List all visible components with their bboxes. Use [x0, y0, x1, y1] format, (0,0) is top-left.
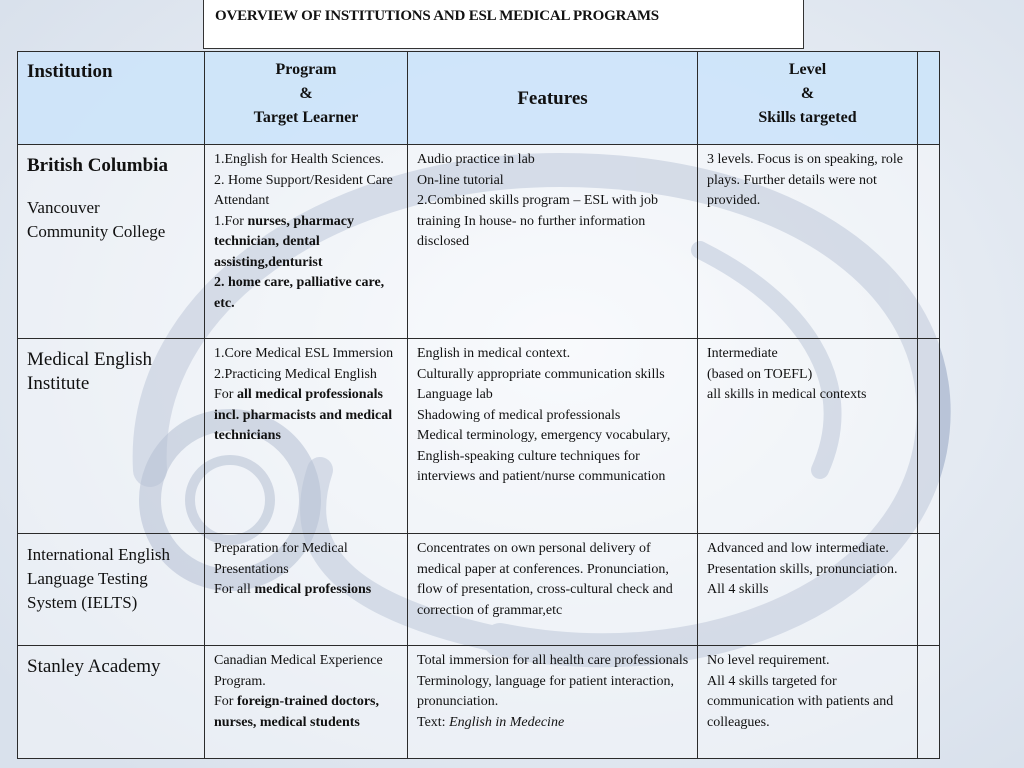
level-cell: 3 levels. Focus is on speaking, role plays. Further details were not provided. [698, 145, 918, 339]
institutions-table [17, 51, 940, 759]
institution-cell: Medical English Institute [18, 339, 205, 534]
empty-cell [918, 145, 940, 339]
table-row [18, 145, 940, 339]
table-row [18, 534, 940, 646]
program-cell: Preparation for Medical Presentations For all medical professions [205, 534, 408, 646]
features-cell: Total immersion for all health care professionals Terminology, language for patient interaction, pronunciation. Text: English in Medecine [408, 646, 698, 759]
page-title: OVERVIEW OF INSTITUTIONS AND ESL MEDICAL PROGRAMS [215, 8, 659, 24]
header-level: Level & Skills targeted [698, 52, 918, 145]
features-cell: Concentrates on own personal delivery of medical paper at conferences. Pronunciation, flow of presentation, cross-cultural check and correction of grammar,etc [408, 534, 698, 646]
features-cell: English in medical context. Culturally appropriate communication skills Language lab Shadowing of medical professionals Medical terminology, emergency vocabulary, English-speaking culture techniques for interviews and patient/nurse communication [408, 339, 698, 534]
title-box [203, 0, 804, 49]
table-row [18, 646, 940, 759]
institution-cell: Stanley Academy [18, 646, 205, 759]
empty-cell [918, 534, 940, 646]
header-features: Features [408, 52, 698, 145]
empty-cell [918, 646, 940, 759]
level-cell: Advanced and low intermediate. Presentation skills, pronunciation. All 4 skills [698, 534, 918, 646]
table-row [18, 339, 940, 534]
header-program: Program & Target Learner [205, 52, 408, 145]
institution-cell: British Columbia Vancouver Community College [18, 145, 205, 339]
institution-cell: International English Language Testing System (IELTS) [18, 534, 205, 646]
features-cell: Audio practice in lab On-line tutorial 2.Combined skills program – ESL with job training In house- no further information disclosed [408, 145, 698, 339]
program-cell: 1.Core Medical ESL Immersion 2.Practicing Medical English For all medical professionals incl. pharmacists and medical technicians [205, 339, 408, 534]
level-cell: No level requirement. All 4 skills targeted for communication with patients and colleagues. [698, 646, 918, 759]
program-cell: 1.English for Health Sciences. 2. Home Support/Resident Care Attendant 1.For nurses, pharmacy technician, dental assisting,denturist 2. home care, palliative care, etc. [205, 145, 408, 339]
program-cell: Canadian Medical Experience Program. For foreign-trained doctors, nurses, medical students [205, 646, 408, 759]
header-empty-cell [918, 52, 940, 145]
header-institution: Institution [18, 52, 205, 145]
header-row [18, 52, 940, 145]
empty-cell [918, 339, 940, 534]
level-cell: Intermediate (based on TOEFL) all skills in medical contexts [698, 339, 918, 534]
